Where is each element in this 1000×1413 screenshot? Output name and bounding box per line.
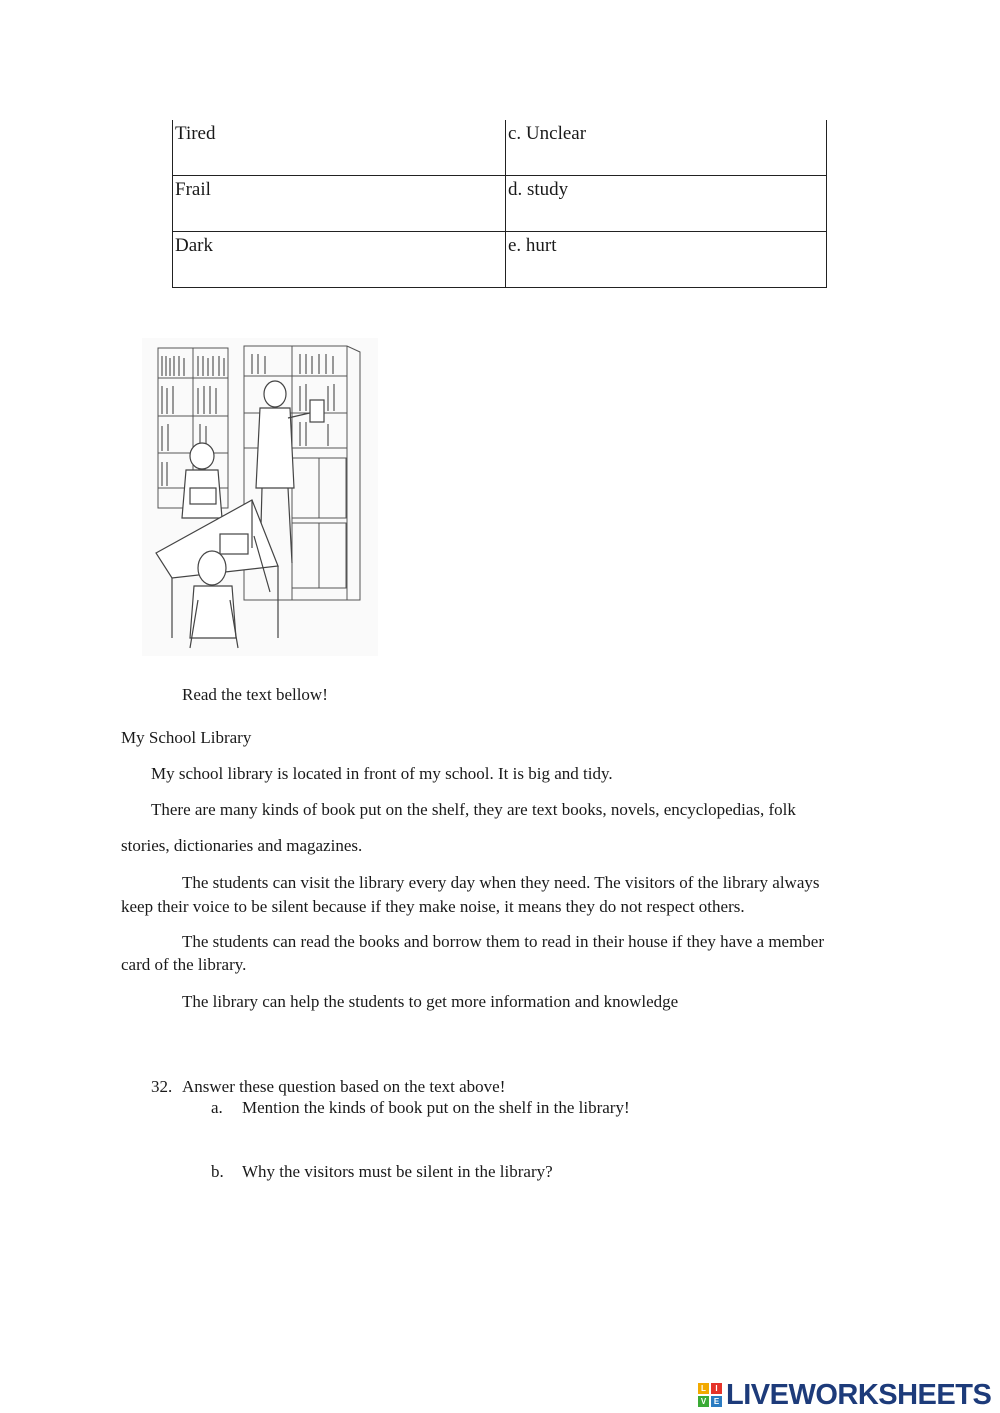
liveworksheets-logo <box>698 1378 991 1412</box>
table-cell-word: Frail <box>173 176 506 232</box>
passage-paragraph-3: The students can visit the library every day when they need. The visitors of the library always <box>182 873 820 892</box>
question-item-letter: b. <box>211 1162 224 1181</box>
passage-paragraph-3-cont: keep their voice to be silent because if they make noise, it means they do not respect others. <box>121 897 745 916</box>
table-cell-word: Tired <box>173 120 506 176</box>
passage-paragraph-4-cont: card of the library. <box>121 955 247 974</box>
table-cell-option: c. Unclear <box>506 120 827 176</box>
logo-text: LIVEWORKSHEETS <box>726 1378 992 1411</box>
question-number: 32. <box>151 1077 173 1096</box>
question-item-letter: a. <box>211 1098 223 1117</box>
logo-block: L <box>698 1383 709 1394</box>
passage-paragraph-2: There are many kinds of book put on the shelf, they are text books, novels, encyclopedias, folk <box>151 800 796 819</box>
logo-block: V <box>698 1396 709 1407</box>
question-prompt: Answer these question based on the text above! <box>182 1077 506 1096</box>
question-item-a: Mention the kinds of book put on the shelf in the library! <box>242 1098 630 1117</box>
logo-block: E <box>711 1396 722 1407</box>
passage-paragraph-4: The students can read the books and borrow them to read in their house if they have a member <box>182 932 825 951</box>
table-cell-option: e. hurt <box>506 232 827 288</box>
table-row <box>173 232 827 288</box>
matching-table <box>172 120 827 288</box>
passage-paragraph-2-cont: stories, dictionaries and magazines. <box>121 836 363 855</box>
passage-paragraph-5: The library can help the students to get more information and knowledge <box>182 992 679 1011</box>
question-item-b: Why the visitors must be silent in the library? <box>242 1162 553 1181</box>
logo-block: I <box>711 1383 722 1394</box>
reading-instruction: Read the text bellow! <box>182 685 328 704</box>
passage-title: My School Library <box>121 728 252 747</box>
table-cell-word: Dark <box>173 232 506 288</box>
logo-blocks-icon <box>698 1383 722 1407</box>
table-row <box>173 120 827 176</box>
table-cell-option: d. study <box>506 176 827 232</box>
library-illustration <box>142 338 378 656</box>
table-row <box>173 176 827 232</box>
passage-paragraph-1: My school library is located in front of my school. It is big and tidy. <box>151 764 613 783</box>
